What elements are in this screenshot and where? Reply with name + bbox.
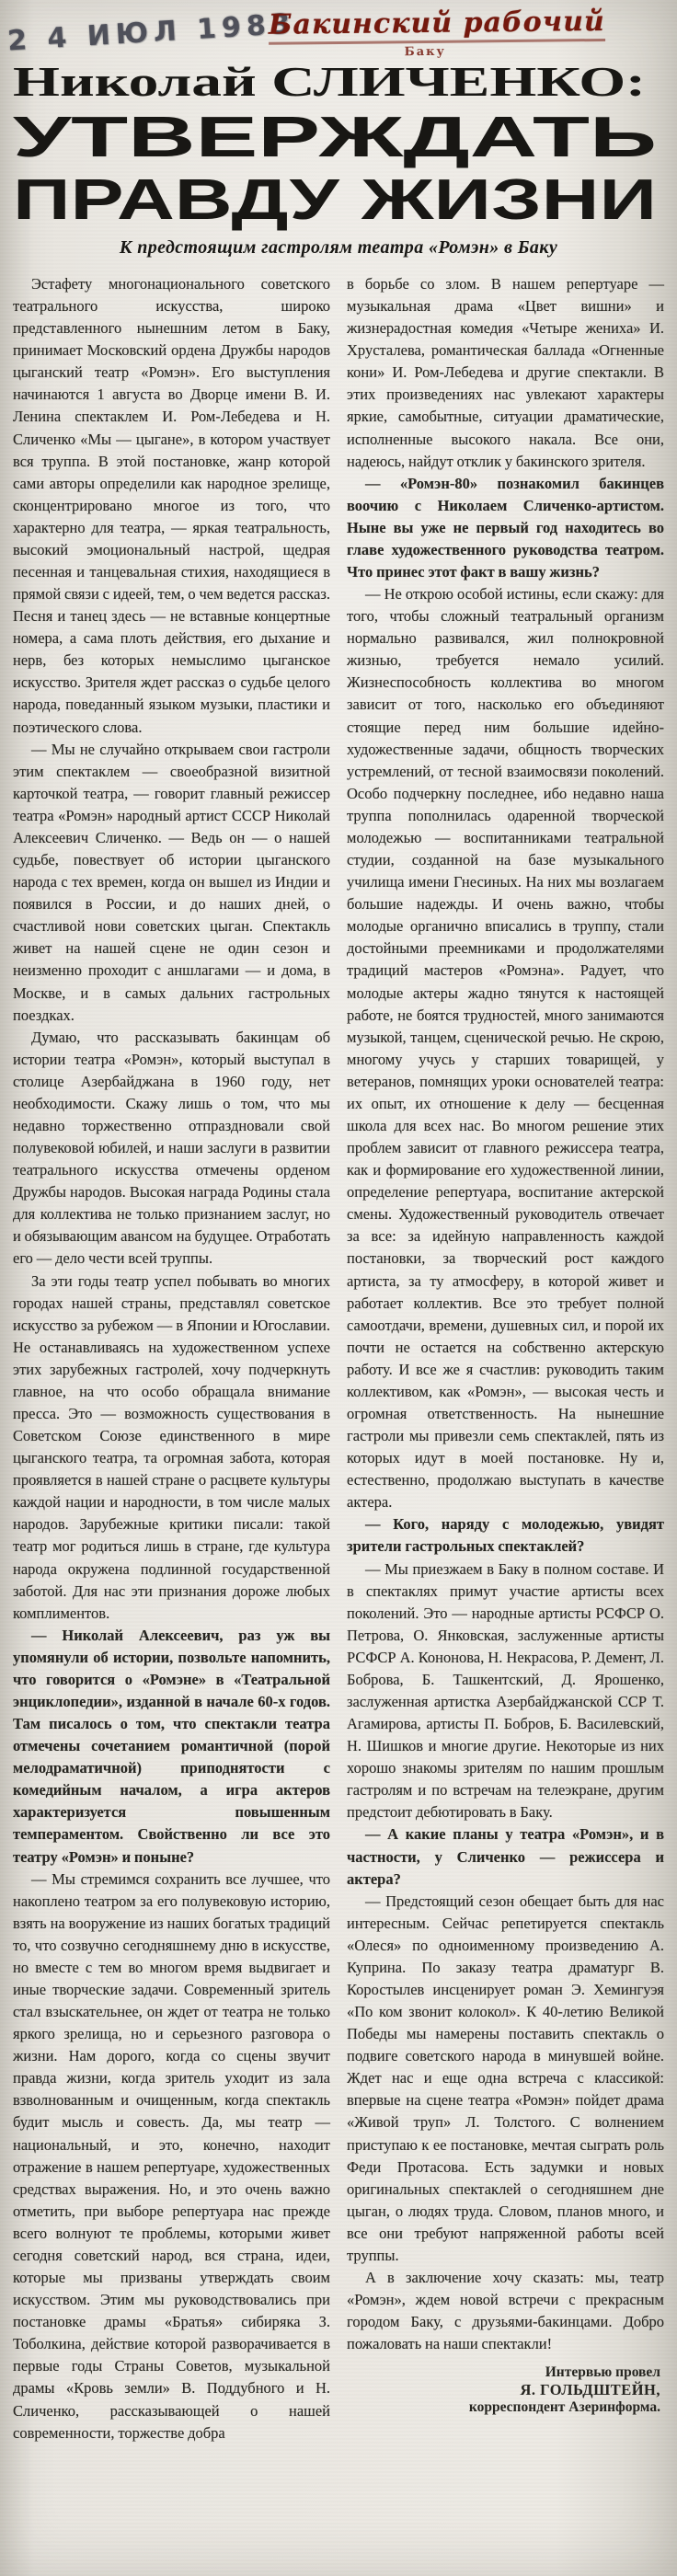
paragraph: За эти годы театр успел побывать во многих городах нашей страны, представлял советское искусство за рубежом — в Японии и Югославии. Не останавливаясь на художественном успехе этих зарубежных гастролей, хочу подчеркнуть главное, на что особо обращала внимание пресса. Это — возможность существования в Советском Союзе единственного в мире цыганского театра, та огромная забота, которая проявляется в нашей стране о расцвете культуры каждой нации и народности, в том числе малых народов. Зарубежные критики писали: такой театр мог родиться лишь в стране, где культура народа окружена подлинной государственной заботой. Для нас эти признания дороже любых комплиментов. bbox=[13, 1271, 330, 1622]
headline-kicker-svg bbox=[13, 57, 664, 105]
paragraph: — Мы приезжаем в Баку в полном составе. И в спектаклях примут участие артисты всех поколений. Это — народные артисты РСФСР О. Петрова, О. Янковская, заслуженные артисты РСФСР А. Кононова, Н. Некрасова, Р. Демент, Л. Боброва, Б. Ташкентский, Д. Ярошенко, заслуженная артистка Азербайджанской ССР Т. Агамирова, артисты П. Бобров, Б. Василевский, Н. Шишков и многие другие. Некоторые из них хорошо знакомы зрителям по нашим прошлым гастролям и по встречам на телеэкране, другим предстоит дебютировать в Баку. bbox=[347, 1559, 664, 1822]
masthead-title: Бакинский рабочий bbox=[269, 6, 605, 45]
paragraph: Думаю, что рассказывать бакинцам об истории театра «Ромэн», который выступал в столице Азербайджана в 1960 году, нет необходимости. Скажу лишь о том, что мы недавно торжественно отпраздновали свой полувековой юбилей, и наши заслуги в развитии театрального искусства отмечены орденом Дружбы народов. Высокая награда Родины стала для коллектива не только признанием заслуг, но и обязывающим авансом на будущее. Отработать его — дело чести всей труппы. bbox=[13, 1028, 330, 1268]
byline bbox=[347, 2364, 664, 2416]
paragraph: — Кого, наряду с молодежью, увидят зрители гастрольных спектаклей? bbox=[347, 1515, 664, 1556]
headline-line-2: ПРАВДУ ЖИЗНИ bbox=[13, 168, 657, 232]
left-column bbox=[13, 273, 330, 2444]
right-column-paragraphs bbox=[347, 273, 664, 2355]
byline-role: корреспондент Азеринформа. bbox=[468, 2399, 660, 2416]
left-column-paragraphs bbox=[13, 273, 330, 2444]
paragraph: — Мы стремимся сохранить все лучшее, что накоплено театром за его полувековую историю, взять на вооружение из наших богатых традиций то, что созвучно сегодняшнему дню в искусстве, но вместе с тем во многом время выдвигает и иные творческие задачи. Современный зритель стал взыскательнее, он ждет от театра не только яркого зрелища, но и серьезного разговора о жизни. Нам дорого, когда со сцены звучит правда жизни, когда зритель уходит из зала взволнованным и очищенным, когда спектакль будит мысль и совесть. Да, мы театр — национальный, и это, конечно, находит отражение в нашем репертуаре, художественных средствах выражения. Но, и это очень важно отметить, при выборе репертуара нас прежде всего волнуют те проблемы, которыми живет сегодня советский народ, вся страна, идеи, которые мы призваны утверждать своим искусством. Этим мы руководствовались при постановке драмы «Братья» сибиряка З. Тоболкина, действие которой разворачивается в первые годы Страны Советов, музыкальной драмы «Кровь земли» В. Поддубного и Н. Сличенко, рассказывающей о нашей современности, торжестве добра bbox=[13, 1869, 330, 2442]
article-subtitle: К предстоящим гастролям театра «Ромэн» в Баку bbox=[119, 237, 558, 258]
paragraph: А в заключение хочу сказать: мы, театр «Ромэн», ждем новой встречи с прекрасным городом Баку, с друзьями-бакинцами. Добро пожаловать на наши спектакли! bbox=[347, 2269, 664, 2353]
masthead-city: Баку bbox=[404, 44, 446, 60]
masthead bbox=[268, 5, 605, 61]
byline-lead: Интервью провел bbox=[545, 2364, 660, 2381]
paragraph: — Николай Алексеевич, раз уж вы упомянули об истории, позвольте напомнить, что говорится о «Ромэне» в «Театральной энциклопедии», изданной в начале 60-х годов. Там писалось о том, что спектакли театра отмечены сочетанием романтичной (порой мелодраматичной) приподнятости с комедийным началом, а игра актеров характеризуется повышенным темпераментом. Свойственно ли все это театру «Ромэн» и поныне? bbox=[13, 1626, 330, 1866]
article-body bbox=[0, 259, 677, 2444]
paragraph: — «Ромэн-80» познакомил бакинцев воочию с Николаем Сличенко-артистом. Ныне вы уже не первый год находитесь во главе художественного руководства театром. Что принес этот факт в вашу жизнь? bbox=[347, 474, 664, 581]
headline-main-svg bbox=[13, 105, 664, 232]
byline-name: Я. ГОЛЬДШТЕЙН, bbox=[520, 2381, 660, 2399]
paragraph: в борьбе со злом. В нашем репертуаре — музыкальная драма «Цвет вишни» и жизнерадостная комедия «Четыре жениха» И. Хрусталева, романтическая баллада «Огненные кони» И. Ром-Лебедева и другие спектакли. В этих произведениях нас увлекают характеры яркие, самобытные, ситуации драматические, исполненные высокого накала. Все они, надеюсь, найдут отклик у бакинского зрителя. bbox=[347, 275, 664, 470]
headline-kicker: Николай СЛИЧЕНКО: bbox=[13, 58, 646, 105]
paragraph: — Предстоящий сезон обещает быть для нас интересным. Сейчас репетируется спектакль «Олеся» по одноименному произведению А. Куприна. По заказу театра драматург В. Коростылев инсценирует роман Э. Хемингуэя «По ком звонит колокол». К 40-летию Великой Победы мы намерены поставить спектакль о подвиге советского народа в минувшей войне. Ждет нас и еще одна встреча с классикой: впервые на сцене театра «Ромэн» пойдет драма «Живой труп» Л. Толстого. С волнением приступаю к ее постановке, мечтая сыграть роль Феди Протасова. Есть задумки и новых оригинальных спектаклей о сегодняшнем дне цыган, о людях труда. Словом, планов много, и все они требуют напряженной работы всей труппы. bbox=[347, 1892, 664, 2264]
paragraph: — Мы не случайно открываем свои гастроли этим спектаклем — своеобразной визитной карточкой театра, — говорит главный режиссер театра «Ромэн» народный артист СССР Николай Алексеевич Сличенко. — Ведь он — о нашей судьбе, повествует об истории цыганского народа с тех времен, когда он вышел из Индии и появился в России, и до наших дней, о счастливой нови советских цыган. Спектакль живет на нашей сцене не один сезон и неизменно проходит с аншлагами — и дома, в Москве, и в самых дальних гастрольных поездках. bbox=[13, 740, 330, 1024]
paragraph: — А какие планы у театра «Ромэн», и в частности, у Сличенко — режиссера и актера? bbox=[347, 1825, 664, 1888]
paragraph: Эстафету многонационального советского театрального искусства, широко представленного нынешним летом в Баку, принимает Московский ордена Дружбы народов цыганский театр «Ромэн». Его выступления начинаются 1 августа во Дворце имени В. И. Ленина спектаклем И. Ром-Лебедева и Н. Сличенко «Мы — цыгане», в котором участвует вся труппа. В этой постановке, жанр которой сами авторы определили как народное зрелище, сконцентрировано многое из того, что характерно для театра, — яркая театральность, высокий эмоциональный настрой, щедрая песенная и танцевальная стихия, находящиеся в прямой связи с идеей, тем, о чем ведется рассказ. Песня и танец здесь — не вставные концертные номера, а сама плоть действия, его дыхание и нерв, без которых немыслимо цыганское искусство. Зрителя ждет рассказ о судьбе целого народа, поведанный языком музыки, пластики и поэтического слова. bbox=[13, 275, 330, 736]
right-column bbox=[347, 273, 664, 2444]
headline-line-1: УТВЕРЖДАТЬ bbox=[13, 106, 657, 169]
date-stamp: 2 4 ИЮЛ 1983 bbox=[6, 7, 297, 58]
paragraph: — Не открою особой истины, если скажу: для того, чтобы сложный театральный организм нормально развивался, жил полнокровной жизнью, требуется немало усилий. Жизнеспособность коллектива во многом зависит от того, насколько его объединяют стоящие перед ним большие идейно-художественные задачи, общность творческих устремлений, от тесной взаимосвязи поколений. Особо подчеркну последнее, ибо недавно наша труппа пополнилась одаренной творческой молодежью — воспитанниками театральной студии, созданной на базе музыкального училища имени Гнесиных. На них мы возлагаем большие надежды. И очень важно, чтобы молодые органично вписались в труппу, стали достойными преемниками и продолжателями традиций мастеров «Ромэна». Радует, что молодые актеры жадно тянутся к настоящей работе, не боятся трудностей, много занимаются музыкой, танцем, сценической речью. Не скрою, многому учусь у старших товарищей, у ветеранов, помнящих уроки основателей театра: их опыт, их отношение к делу — бесценная школа для всех нас. Во многом решение этих проблем зависит от главного режиссера театра, как и формирование его художественной линии, определение репертуара, воспитание актерской смены. Художественный руководитель отвечает за все: за идейную направленность каждой постановки, за творческий рост каждого артиста, за ту атмосферу, в которой живет и работает коллектив. Все это требует полной самоотдачи, времени, душевных сил, и порой их почти не остается на собственно актерскую работу. И все же я счастлив: руководить таким коллективом, как «Ромэн», — высокая честь и огромная ответственность. На нынешние гастроли мы привезли семь спектаклей, пять из которых идут в моей постановке. Ну и, естественно, продолжаю выступать в качестве актера. bbox=[347, 585, 664, 1512]
